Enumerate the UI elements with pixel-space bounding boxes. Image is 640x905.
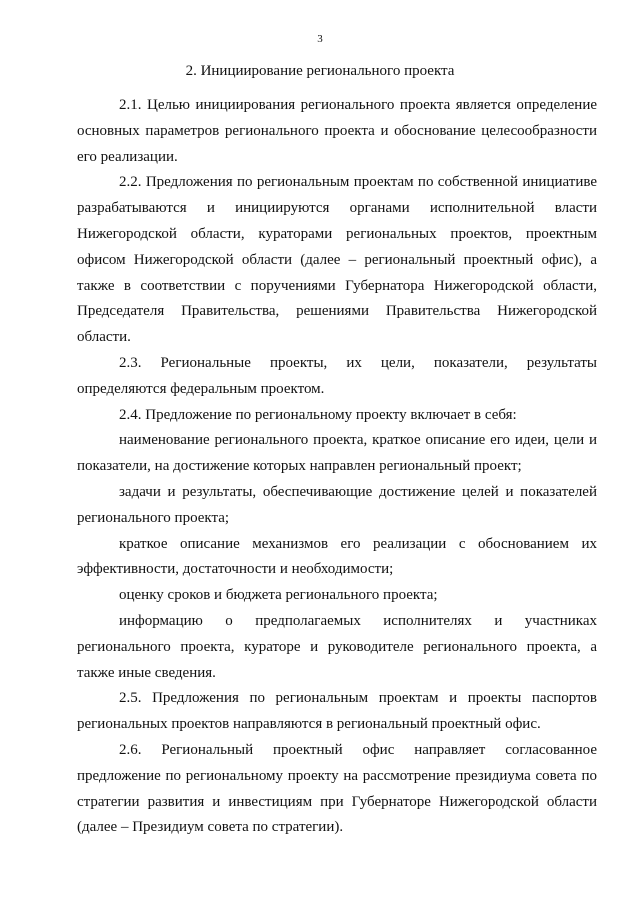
list-item-project-name: наименование регионального проекта, краткое описание его идеи, цели и показатели, на достижение которых направлен региональный проект;: [77, 432, 597, 475]
paragraph-2-5: 2.5. Предложения по региональным проектам и проекты паспортов региональных проектов направляются в региональный проектный офис.: [77, 690, 597, 733]
section-title: 2. Инициирование регионального проекта: [185, 63, 455, 79]
paragraph-2-1: 2.1. Целью инициирования регионального проекта является определение основных параметров регионального проекта и обоснование целесообразности его реализации.: [77, 97, 597, 165]
paragraph-2-3: 2.3. Региональные проекты, их цели, показатели, результаты определяются федеральным проектом.: [77, 354, 597, 397]
list-item-tasks-results: задачи и результаты, обеспечивающие достижение целей и показателей регионального проекта;: [77, 483, 597, 526]
list-item-mechanisms: краткое описание механизмов его реализации с обоснованием их эффективности, достаточности и необходимости;: [77, 535, 597, 578]
page-number: 3: [317, 33, 323, 45]
document-body: [77, 93, 597, 841]
paragraph-2-2: 2.2. Предложения по региональным проектам по собственной инициативе разрабатываются и инициируются органами исполнительной власти Нижегородской области, кураторами региональных проектов, проектным офисом Нижегородской области (далее – региональный проектный офис), а также в соответствии с поручениями Губернатора Нижегородской области, Председателя Правительства, решениями Правительства Нижегородской области.: [77, 174, 597, 346]
list-item-timing-budget: оценку сроков и бюджета регионального проекта;: [119, 587, 438, 604]
paragraph-2-4: 2.4. Предложение по региональному проекту включает в себя:: [119, 406, 517, 423]
paragraph-2-6: 2.6. Региональный проектный офис направляет согласованное предложение по региональному проекту на рассмотрение президиума совета по стратегии развития и инвестициям при Губернаторе Нижегородской области (далее – Президиум совета по стратегии).: [77, 741, 597, 836]
list-item-participants: информацию о предполагаемых исполнителях и участниках регионального проекта, кураторе и руководителе регионального проекта, а также иные сведения.: [77, 612, 597, 681]
